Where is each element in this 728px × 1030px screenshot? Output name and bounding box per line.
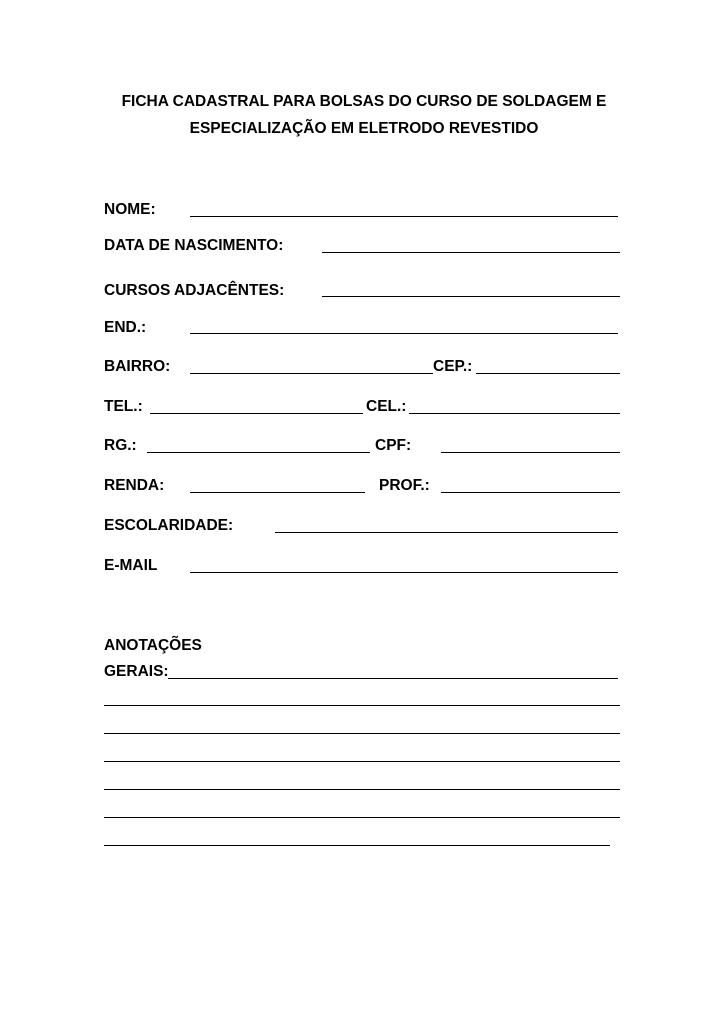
nome-line[interactable] — [190, 216, 618, 217]
email-line[interactable] — [190, 572, 618, 573]
cel-line[interactable] — [409, 413, 620, 414]
label-rg: RG.: — [104, 437, 137, 454]
label-escolaridade: ESCOLARIDADE: — [104, 517, 234, 534]
cpf-line[interactable] — [441, 452, 620, 453]
escolaridade-line[interactable] — [275, 532, 618, 533]
form-title-line-1: FICHA CADASTRAL PARA BOLSAS DO CURSO DE SOLDAGEM E — [121, 93, 607, 110]
tel-line[interactable] — [150, 413, 363, 414]
data-nascimento-line[interactable] — [322, 252, 620, 253]
notes-line-5[interactable] — [104, 789, 620, 790]
notes-line-3[interactable] — [104, 733, 620, 734]
label-email: E-MAIL — [104, 557, 158, 574]
label-endereco: END.: — [104, 319, 147, 336]
cep-line[interactable] — [476, 373, 620, 374]
label-cpf: CPF: — [375, 437, 412, 454]
cursos-adjacentes-line[interactable] — [322, 296, 620, 297]
rg-line[interactable] — [147, 452, 370, 453]
label-bairro: BAIRRO: — [104, 358, 171, 375]
label-tel: TEL.: — [104, 398, 143, 415]
label-cursos-adjacentes: CURSOS ADJACÊNTES: — [104, 282, 285, 299]
profissao-line[interactable] — [441, 492, 620, 493]
label-data-nascimento: DATA DE NASCIMENTO: — [104, 237, 284, 254]
endereco-line[interactable] — [190, 333, 618, 334]
label-gerais: GERAIS: — [104, 663, 169, 680]
label-nome: NOME: — [104, 201, 156, 218]
form-title-line-2: ESPECIALIZAÇÃO EM ELETRODO REVESTIDO — [189, 120, 539, 137]
label-cel: CEL.: — [366, 398, 407, 415]
renda-line[interactable] — [190, 492, 365, 493]
bairro-line[interactable] — [190, 373, 433, 374]
label-profissao: PROF.: — [379, 477, 430, 494]
notes-line-6[interactable] — [104, 817, 620, 818]
notes-line-1[interactable] — [168, 678, 618, 679]
label-cep: CEP.: — [433, 358, 473, 375]
label-renda: RENDA: — [104, 477, 165, 494]
notes-line-7[interactable] — [104, 845, 610, 846]
label-anotacoes: ANOTAÇÕES — [104, 637, 202, 654]
notes-line-2[interactable] — [104, 705, 620, 706]
notes-line-4[interactable] — [104, 761, 620, 762]
